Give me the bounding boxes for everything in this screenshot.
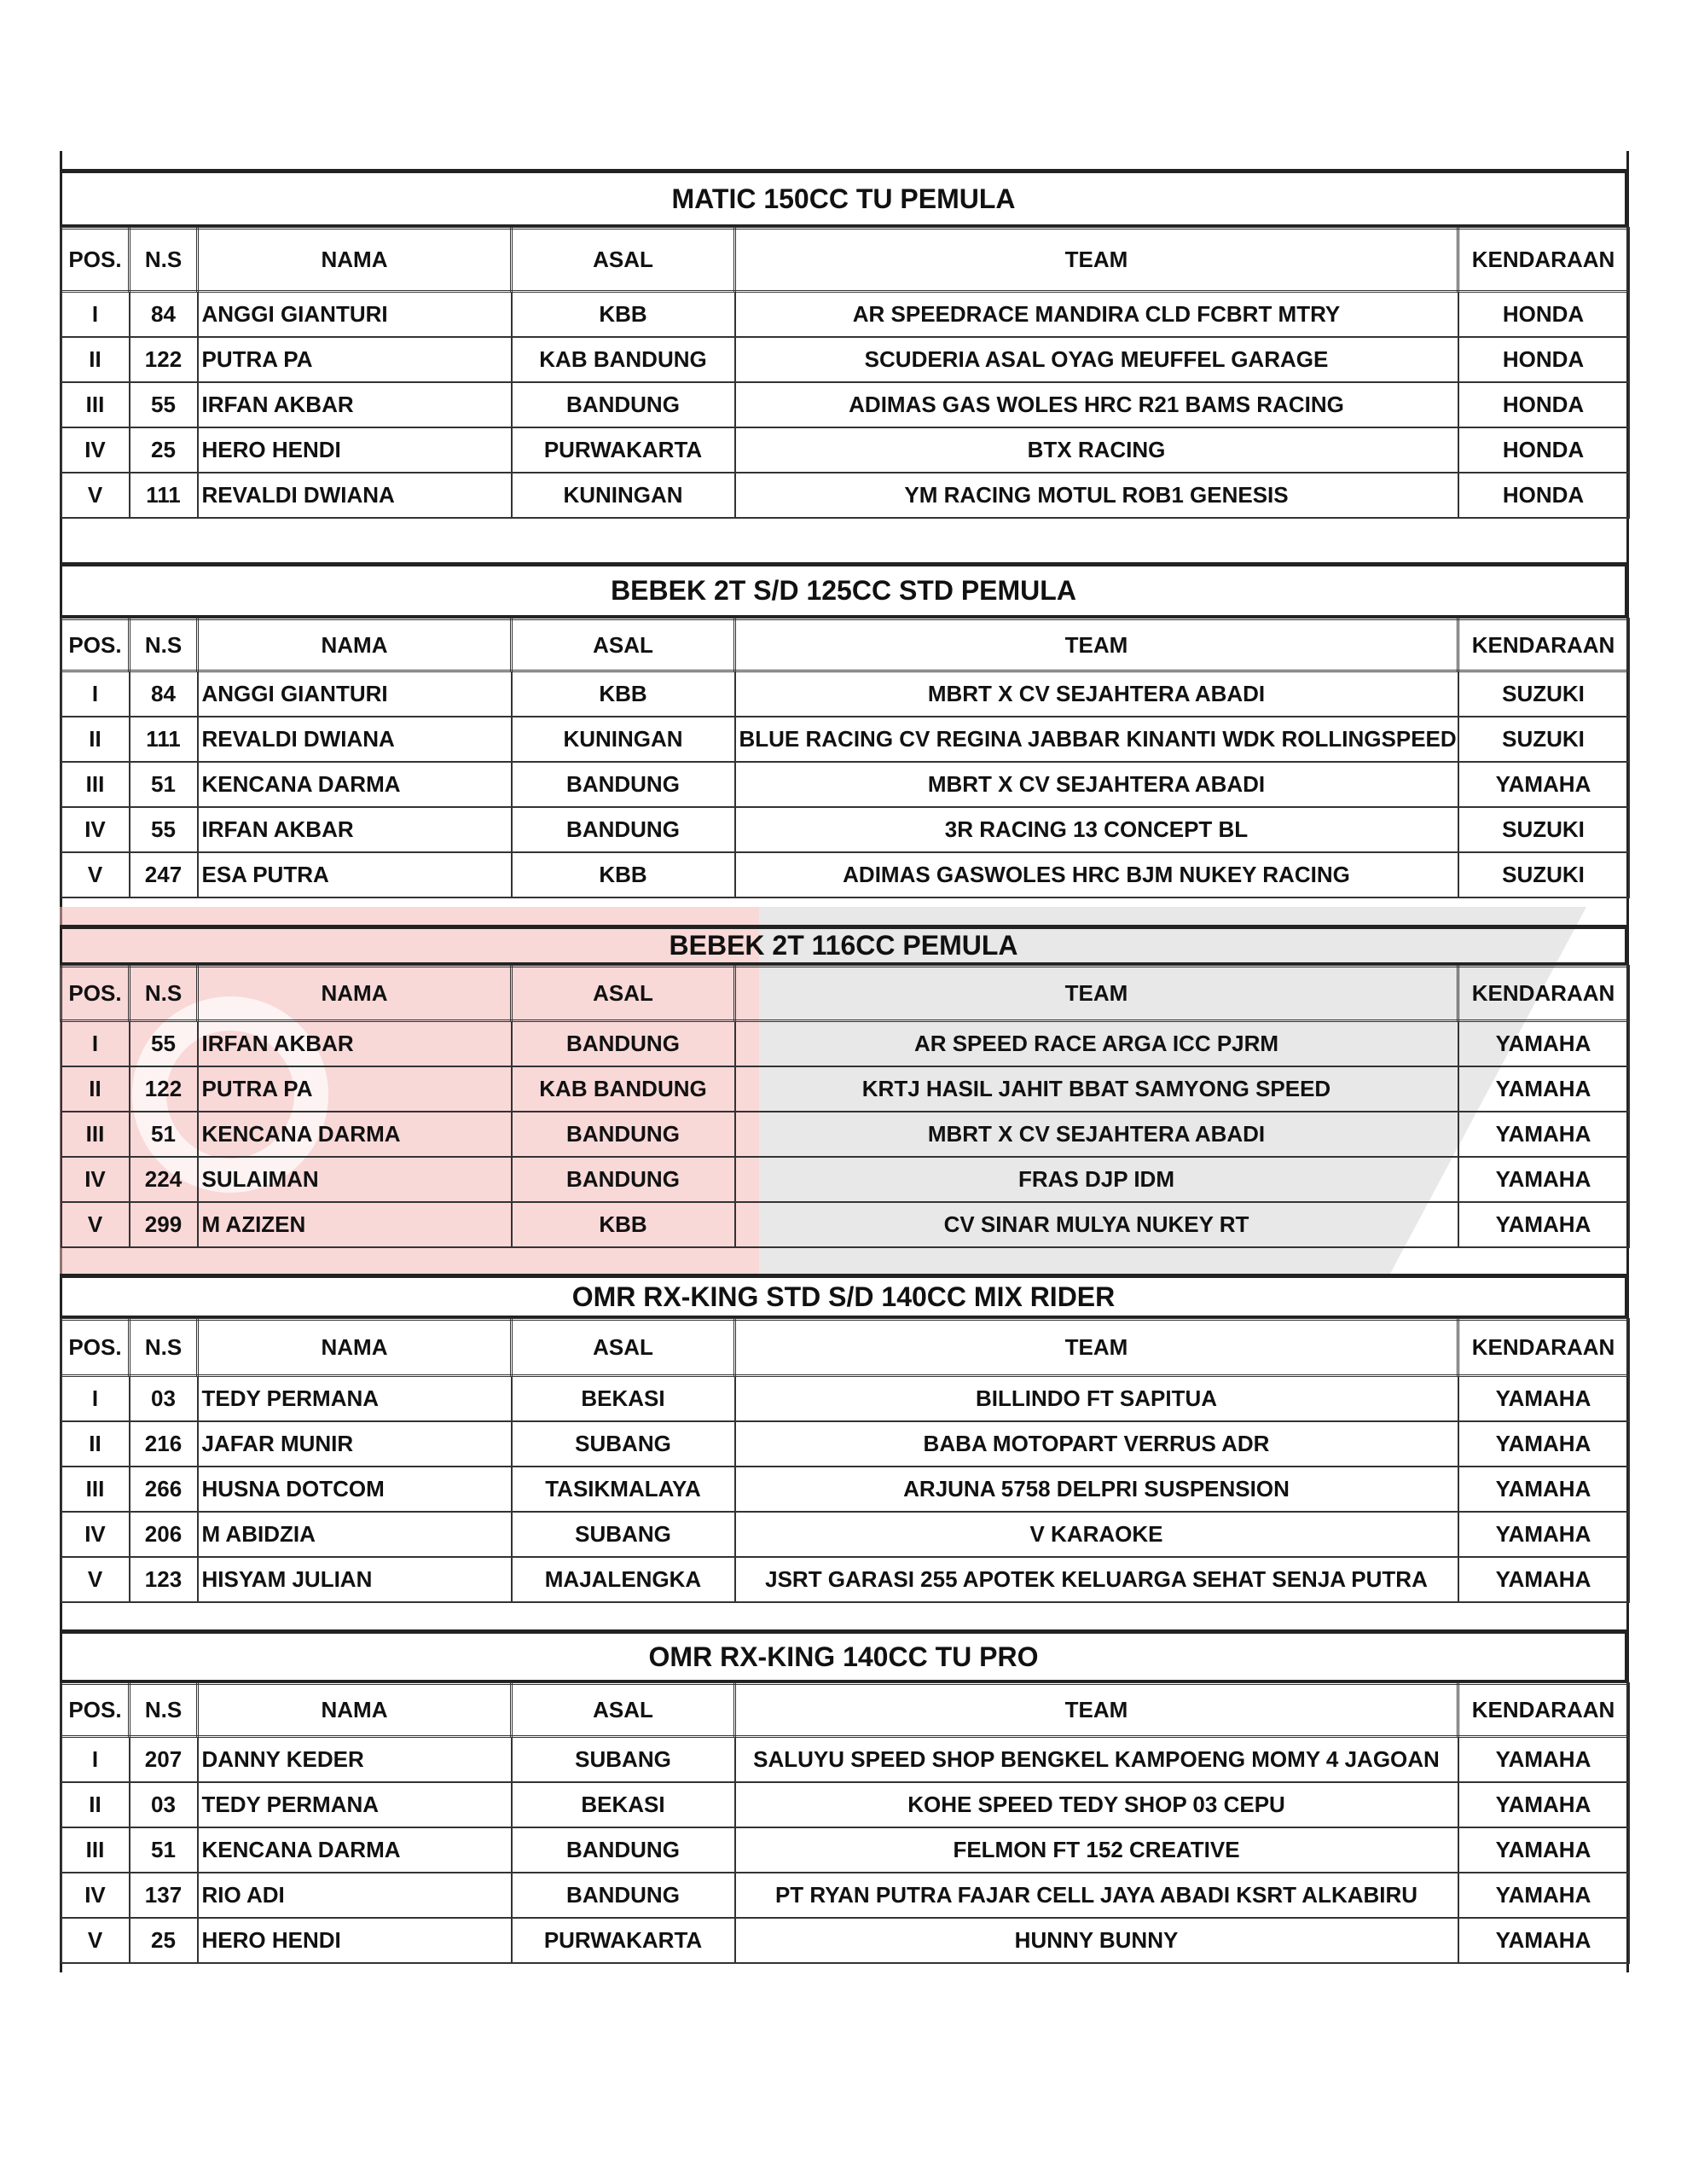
cell-kendaraan: SUZUKI [1458,852,1629,897]
cell-kendaraan: YAMAHA [1458,1421,1629,1467]
header-pos: POS. [61,229,130,292]
cell-team: 3R RACING 13 CONCEPT BL [735,807,1458,852]
section-title: OMR RX-KING STD S/D 140CC MIX RIDER [60,1274,1627,1318]
cell-nama: HERO HENDI [198,1918,512,1963]
section-title: OMR RX-KING 140CC TU PRO [60,1629,1627,1682]
cell-asal: KUNINGAN [512,473,735,518]
cell-kendaraan: YAMAHA [1458,1918,1629,1963]
cell-pos: III [61,1112,130,1157]
header-ns: N.S [130,1320,198,1376]
header-kendaraan: KENDARAAN [1458,1684,1629,1737]
table-row [61,1827,1629,1873]
header-asal: ASAL [512,619,735,671]
cell-team: BTX RACING [735,427,1458,473]
header-row [61,1320,1629,1376]
cell-pos: V [61,473,130,518]
cell-kendaraan: YAMAHA [1458,1202,1629,1247]
cell-nama: IRFAN AKBAR [198,382,512,427]
cell-team: AR SPEED RACE ARGA ICC PJRM [735,1021,1458,1067]
cell-team: KRTJ HASIL JAHIT BBAT SAMYONG SPEED [735,1066,1458,1112]
cell-nama: M AZIZEN [198,1202,512,1247]
cell-ns: 55 [130,807,198,852]
cell-pos: III [61,1827,130,1873]
cell-team: MBRT X CV SEJAHTERA ABADI [735,762,1458,807]
cell-nama: ESA PUTRA [198,852,512,897]
cell-asal: BEKASI [512,1782,735,1827]
cell-asal: KBB [512,292,735,338]
header-kendaraan: KENDARAAN [1458,619,1629,671]
header-asal: ASAL [512,967,735,1021]
cell-pos: V [61,852,130,897]
cell-ns: 224 [130,1157,198,1202]
cell-nama: DANNY KEDER [198,1737,512,1783]
cell-team: BABA MOTOPART VERRUS ADR [735,1421,1458,1467]
header-team: TEAM [735,619,1458,671]
cell-nama: KENCANA DARMA [198,1112,512,1157]
header-pos: POS. [61,1684,130,1737]
cell-asal: PURWAKARTA [512,427,735,473]
cell-ns: 03 [130,1782,198,1827]
cell-asal: TASIKMALAYA [512,1467,735,1512]
table-row [61,1918,1629,1963]
cell-kendaraan: YAMAHA [1458,1021,1629,1067]
cell-ns: 247 [130,852,198,897]
cell-pos: III [61,382,130,427]
header-row [61,229,1629,292]
cell-kendaraan: YAMAHA [1458,1512,1629,1557]
cell-team: FELMON FT 152 CREATIVE [735,1827,1458,1873]
results-section [60,1629,1627,1964]
table-row [61,427,1629,473]
cell-team: ADIMAS GAS WOLES HRC R21 BAMS RACING [735,382,1458,427]
cell-team: ARJUNA 5758 DELPRI SUSPENSION [735,1467,1458,1512]
cell-pos: V [61,1918,130,1963]
header-nama: NAMA [198,1684,512,1737]
cell-team: MBRT X CV SEJAHTERA ABADI [735,671,1458,717]
cell-asal: KBB [512,671,735,717]
table-row [61,671,1629,717]
header-row [61,967,1629,1021]
table-row [61,1782,1629,1827]
table-row [61,382,1629,427]
cell-asal: BANDUNG [512,1873,735,1918]
cell-kendaraan: YAMAHA [1458,1827,1629,1873]
cell-team: V KARAOKE [735,1512,1458,1557]
results-table [60,227,1630,519]
cell-asal: KAB BANDUNG [512,337,735,382]
cell-kendaraan: HONDA [1458,337,1629,382]
cell-ns: 207 [130,1737,198,1783]
header-team: TEAM [735,1320,1458,1376]
cell-pos: II [61,1066,130,1112]
cell-kendaraan: YAMAHA [1458,1737,1629,1783]
results-table [60,1682,1630,1964]
table-row [61,473,1629,518]
header-ns: N.S [130,967,198,1021]
cell-asal: PURWAKARTA [512,1918,735,1963]
cell-team: AR SPEEDRACE MANDIRA CLD FCBRT MTRY [735,292,1458,338]
cell-kendaraan: SUZUKI [1458,807,1629,852]
cell-nama: HISYAM JULIAN [198,1557,512,1602]
section-title: MATIC 150CC TU PEMULA [60,169,1627,227]
results-section [60,169,1627,519]
cell-pos: III [61,1467,130,1512]
cell-kendaraan: SUZUKI [1458,717,1629,762]
cell-asal: KBB [512,852,735,897]
cell-team: ADIMAS GASWOLES HRC BJM NUKEY RACING [735,852,1458,897]
header-row [61,1684,1629,1737]
cell-nama: TEDY PERMANA [198,1376,512,1422]
cell-pos: IV [61,807,130,852]
cell-ns: 111 [130,473,198,518]
cell-pos: I [61,671,130,717]
cell-ns: 84 [130,671,198,717]
cell-asal: BANDUNG [512,1021,735,1067]
table-row [61,1512,1629,1557]
cell-nama: KENCANA DARMA [198,1827,512,1873]
cell-ns: 216 [130,1421,198,1467]
cell-ns: 123 [130,1557,198,1602]
cell-ns: 84 [130,292,198,338]
results-table [60,618,1630,898]
table-row [61,1157,1629,1202]
cell-ns: 122 [130,337,198,382]
cell-ns: 299 [130,1202,198,1247]
cell-asal: KUNINGAN [512,717,735,762]
cell-asal: BANDUNG [512,807,735,852]
cell-nama: TEDY PERMANA [198,1782,512,1827]
cell-ns: 25 [130,427,198,473]
cell-pos: IV [61,427,130,473]
cell-asal: BANDUNG [512,1112,735,1157]
table-row [61,1873,1629,1918]
header-pos: POS. [61,1320,130,1376]
cell-nama: ANGGI GIANTURI [198,671,512,717]
cell-pos: IV [61,1873,130,1918]
header-ns: N.S [130,229,198,292]
cell-team: KOHE SPEED TEDY SHOP 03 CEPU [735,1782,1458,1827]
cell-pos: II [61,337,130,382]
header-nama: NAMA [198,229,512,292]
cell-nama: PUTRA PA [198,337,512,382]
table-row [61,762,1629,807]
cell-team: SALUYU SPEED SHOP BENGKEL KAMPOENG MOMY 4 JAGOAN [735,1737,1458,1783]
cell-pos: I [61,292,130,338]
cell-nama: KENCANA DARMA [198,762,512,807]
header-ns: N.S [130,1684,198,1737]
results-table [60,1318,1630,1603]
cell-nama: RIO ADI [198,1873,512,1918]
table-row [61,1557,1629,1602]
cell-nama: IRFAN AKBAR [198,807,512,852]
table-row [61,1021,1629,1067]
cell-kendaraan: YAMAHA [1458,1066,1629,1112]
table-row [61,1467,1629,1512]
cell-team: YM RACING MOTUL ROB1 GENESIS [735,473,1458,518]
section-title: BEBEK 2T 116CC PEMULA [60,925,1627,965]
header-ns: N.S [130,619,198,671]
header-row [61,619,1629,671]
cell-team: BILLINDO FT SAPITUA [735,1376,1458,1422]
cell-kendaraan: YAMAHA [1458,1873,1629,1918]
cell-pos: II [61,1782,130,1827]
cell-kendaraan: YAMAHA [1458,1782,1629,1827]
header-pos: POS. [61,619,130,671]
cell-ns: 55 [130,1021,198,1067]
cell-kendaraan: YAMAHA [1458,1112,1629,1157]
table-row [61,337,1629,382]
table-row [61,852,1629,897]
cell-asal: SUBANG [512,1737,735,1783]
cell-kendaraan: HONDA [1458,292,1629,338]
cell-team: JSRT GARASI 255 APOTEK KELUARGA SEHAT SENJA PUTRA [735,1557,1458,1602]
cell-asal: MAJALENGKA [512,1557,735,1602]
cell-team: CV SINAR MULYA NUKEY RT [735,1202,1458,1247]
table-row [61,1421,1629,1467]
table-row [61,1066,1629,1112]
cell-nama: HERO HENDI [198,427,512,473]
cell-team: BLUE RACING CV REGINA JABBAR KINANTI WDK ROLLINGSPEED [735,717,1458,762]
results-section [60,925,1627,1248]
cell-nama: PUTRA PA [198,1066,512,1112]
table-row [61,292,1629,338]
section-title: BEBEK 2T S/D 125CC STD PEMULA [60,562,1627,618]
cell-asal: SUBANG [512,1421,735,1467]
cell-nama: M ABIDZIA [198,1512,512,1557]
cell-asal: BANDUNG [512,762,735,807]
cell-ns: 51 [130,762,198,807]
cell-team: FRAS DJP IDM [735,1157,1458,1202]
cell-pos: I [61,1737,130,1783]
header-nama: NAMA [198,967,512,1021]
header-kendaraan: KENDARAAN [1458,229,1629,292]
cell-ns: 51 [130,1827,198,1873]
header-nama: NAMA [198,1320,512,1376]
header-kendaraan: KENDARAAN [1458,1320,1629,1376]
cell-kendaraan: HONDA [1458,382,1629,427]
header-asal: ASAL [512,229,735,292]
table-row [61,1202,1629,1247]
table-row [61,807,1629,852]
cell-team: HUNNY BUNNY [735,1918,1458,1963]
cell-pos: IV [61,1157,130,1202]
cell-ns: 55 [130,382,198,427]
results-section [60,1274,1627,1603]
cell-pos: IV [61,1512,130,1557]
table-row [61,1737,1629,1783]
cell-nama: SULAIMAN [198,1157,512,1202]
cell-ns: 25 [130,1918,198,1963]
cell-asal: BANDUNG [512,1157,735,1202]
cell-kendaraan: YAMAHA [1458,1157,1629,1202]
cell-asal: KAB BANDUNG [512,1066,735,1112]
header-asal: ASAL [512,1684,735,1737]
cell-nama: REVALDI DWIANA [198,717,512,762]
cell-team: PT RYAN PUTRA FAJAR CELL JAYA ABADI KSRT ALKABIRU [735,1873,1458,1918]
header-pos: POS. [61,967,130,1021]
header-nama: NAMA [198,619,512,671]
cell-ns: 266 [130,1467,198,1512]
cell-asal: BANDUNG [512,1827,735,1873]
cell-team: MBRT X CV SEJAHTERA ABADI [735,1112,1458,1157]
header-team: TEAM [735,229,1458,292]
cell-kendaraan: YAMAHA [1458,1376,1629,1422]
cell-ns: 111 [130,717,198,762]
results-section [60,562,1627,898]
cell-ns: 137 [130,1873,198,1918]
table-row [61,1376,1629,1422]
cell-kendaraan: YAMAHA [1458,1557,1629,1602]
cell-nama: ANGGI GIANTURI [198,292,512,338]
cell-pos: II [61,717,130,762]
cell-kendaraan: HONDA [1458,427,1629,473]
header-kendaraan: KENDARAAN [1458,967,1629,1021]
header-team: TEAM [735,967,1458,1021]
cell-ns: 51 [130,1112,198,1157]
cell-asal: SUBANG [512,1512,735,1557]
cell-kendaraan: YAMAHA [1458,1467,1629,1512]
cell-asal: BANDUNG [512,382,735,427]
cell-team: SCUDERIA ASAL OYAG MEUFFEL GARAGE [735,337,1458,382]
cell-ns: 03 [130,1376,198,1422]
results-table [60,965,1630,1248]
cell-pos: V [61,1557,130,1602]
cell-pos: I [61,1376,130,1422]
cell-kendaraan: YAMAHA [1458,762,1629,807]
cell-pos: III [61,762,130,807]
header-asal: ASAL [512,1320,735,1376]
cell-kendaraan: HONDA [1458,473,1629,518]
cell-nama: REVALDI DWIANA [198,473,512,518]
cell-nama: JAFAR MUNIR [198,1421,512,1467]
cell-pos: II [61,1421,130,1467]
header-team: TEAM [735,1684,1458,1737]
cell-ns: 206 [130,1512,198,1557]
table-row [61,717,1629,762]
cell-pos: I [61,1021,130,1067]
table-row [61,1112,1629,1157]
cell-kendaraan: SUZUKI [1458,671,1629,717]
cell-nama: IRFAN AKBAR [198,1021,512,1067]
cell-asal: BEKASI [512,1376,735,1422]
cell-ns: 122 [130,1066,198,1112]
cell-asal: KBB [512,1202,735,1247]
cell-nama: HUSNA DOTCOM [198,1467,512,1512]
cell-pos: V [61,1202,130,1247]
